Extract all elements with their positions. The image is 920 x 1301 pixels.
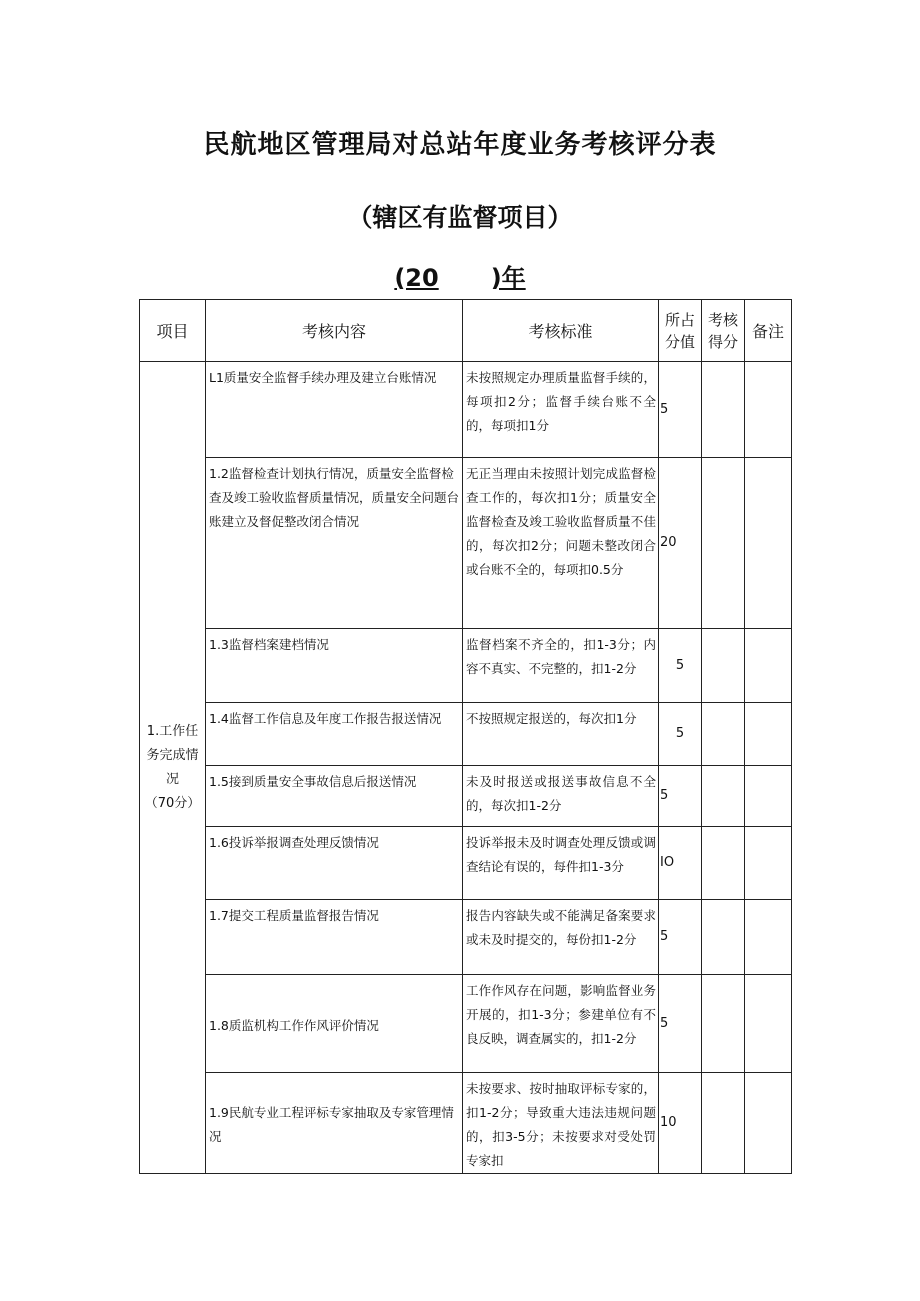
score-cell[interactable] xyxy=(702,362,745,458)
content-cell: 1.4监督工作信息及年度工作报告报送情况 xyxy=(206,703,463,766)
weight-cell: 5 xyxy=(659,900,702,975)
weight-cell: 5 xyxy=(659,362,702,458)
scoring-table xyxy=(139,299,792,1174)
standard-cell: 未及时报送或报送事故信息不全的，每次扣1-2分 xyxy=(463,766,659,827)
table-row xyxy=(140,827,792,900)
remark-cell[interactable] xyxy=(745,900,792,975)
standard-cell: 工作作风存在问题，影响监督业务开展的，扣1-3分；参建单位有不良反映，调查属实的，扣1-2分 xyxy=(463,975,659,1073)
category-cell xyxy=(140,362,206,1174)
weight-cell: 10 xyxy=(659,1073,702,1174)
content-cell: 1.7提交工程质量监督报告情况 xyxy=(206,900,463,975)
score-cell[interactable] xyxy=(702,629,745,703)
standard-cell: 投诉举报未及时调查处理反馈或调查结论有误的，每件扣1-3分 xyxy=(463,827,659,900)
table-row xyxy=(140,362,792,458)
document-subtitle: （辖区有监督项目） xyxy=(347,203,573,232)
score-cell[interactable] xyxy=(702,975,745,1073)
header-score-line1: 考核 xyxy=(707,310,738,329)
category-line1: 1.工作任 xyxy=(146,723,199,739)
table-row xyxy=(140,458,792,629)
header-content: 考核内容 xyxy=(206,300,463,362)
header-weight xyxy=(659,300,702,362)
content-cell: 1.9民航专业工程评标专家抽取及专家管理情况 xyxy=(206,1073,463,1174)
score-cell[interactable] xyxy=(702,458,745,629)
score-cell[interactable] xyxy=(702,827,745,900)
header-item: 项目 xyxy=(140,300,206,362)
header-score xyxy=(702,300,745,362)
header-weight-line2: 分值 xyxy=(664,332,695,351)
standard-cell: 报告内容缺失或不能满足备案要求或未及时提交的，每份扣1-2分 xyxy=(463,900,659,975)
score-cell[interactable] xyxy=(702,1073,745,1174)
table-row xyxy=(140,900,792,975)
score-cell[interactable] xyxy=(702,900,745,975)
category-line4: （70分） xyxy=(144,795,201,811)
content-cell: 1.3监督档案建档情况 xyxy=(206,629,463,703)
content-cell: 1.5接到质量安全事故信息后报送情况 xyxy=(206,766,463,827)
remark-cell[interactable] xyxy=(745,1073,792,1174)
content-cell: L1质量安全监督手续办理及建立台账情况 xyxy=(206,362,463,458)
standard-cell: 未按照规定办理质量监督手续的，每项扣2分；监督手续台账不全的，每项扣1分 xyxy=(463,362,659,458)
table-row xyxy=(140,766,792,827)
remark-cell[interactable] xyxy=(745,827,792,900)
weight-cell: 5 xyxy=(659,703,702,766)
header-remark: 备注 xyxy=(745,300,792,362)
weight-cell: 20 xyxy=(659,458,702,629)
document-title: 民航地区管理局对总站年度业务考核评分表 xyxy=(203,130,717,160)
year-prefix: (20 xyxy=(394,264,439,292)
weight-cell: 5 xyxy=(659,975,702,1073)
weight-cell: 5 xyxy=(659,629,702,703)
remark-cell[interactable] xyxy=(745,766,792,827)
year-line xyxy=(0,258,920,293)
weight-cell: IO xyxy=(659,827,702,900)
standard-cell: 未按要求、按时抽取评标专家的，扣1-2分；导致重大违法违规问题的，扣3-5分；未按要求对受处罚专家扣 xyxy=(463,1073,659,1174)
category-line2: 务完成情 xyxy=(146,747,199,763)
standard-cell: 监督档案不齐全的，扣1-3分；内容不真实、不完整的，扣1-2分 xyxy=(463,629,659,703)
standard-cell: 不按照规定报送的，每次扣1分 xyxy=(463,703,659,766)
table-row xyxy=(140,703,792,766)
table-row xyxy=(140,975,792,1073)
remark-cell[interactable] xyxy=(745,703,792,766)
remark-cell[interactable] xyxy=(745,362,792,458)
content-cell: 1.8质监机构工作作风评价情况 xyxy=(206,975,463,1073)
category-line3: 况 xyxy=(165,771,179,787)
table-row xyxy=(140,629,792,703)
remark-cell[interactable] xyxy=(745,458,792,629)
header-weight-line1: 所占 xyxy=(664,310,695,329)
weight-cell: 5 xyxy=(659,766,702,827)
content-cell: 1.6投诉举报调查处理反馈情况 xyxy=(206,827,463,900)
score-cell[interactable] xyxy=(702,703,745,766)
table-row xyxy=(140,1073,792,1174)
score-cell[interactable] xyxy=(702,766,745,827)
header-score-line2: 得分 xyxy=(707,332,738,351)
header-standard: 考核标准 xyxy=(463,300,659,362)
remark-cell[interactable] xyxy=(745,629,792,703)
table-header-row xyxy=(140,300,792,362)
remark-cell[interactable] xyxy=(745,975,792,1073)
standard-cell: 无正当理由未按照计划完成监督检查工作的，每次扣1分；质量安全监督检查及竣工验收监督质量不佳的，每次扣2分；问题未整改闭合或台账不全的，每项扣0.5分 xyxy=(463,458,659,629)
year-suffix: )年 xyxy=(490,264,526,292)
content-cell: 1.2监督检查计划执行情况，质量安全监督检查及竣工验收监督质量情况，质量安全问题台账建立及督促整改闭合情况 xyxy=(206,458,463,629)
